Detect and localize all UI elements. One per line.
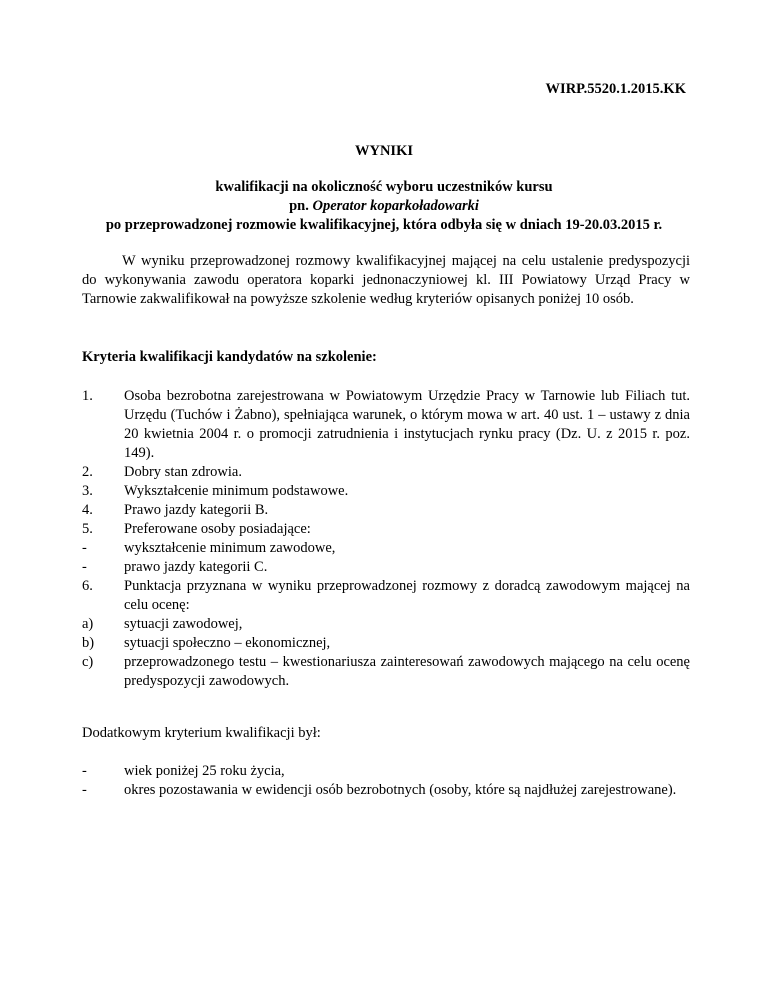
criteria-text: sytuacji zawodowej, [124, 616, 243, 632]
criteria-text: Osoba bezrobotna zarejestrowana w Powiatowym Urzędzie Pracy w Tarnowie lub Filiach tut. Urzędu (Tuchów i Żabno), spełniająca warunek, o którym mowa w art. 40 ust. 1 – ustawy z dnia 20 kwietnia 2004 r. o promocji zatrudnienia i instytucjach rynku pracy (Dz. U. z 2015 r. poz. 149). [124, 388, 690, 461]
criteria-text: Dobry stan zdrowia. [124, 464, 242, 480]
criteria-item [82, 463, 690, 482]
criteria-item [82, 501, 690, 520]
criteria-marker: - [82, 540, 87, 556]
criteria-item [82, 653, 690, 691]
subtitle-line-2 [60, 197, 708, 216]
additional-item [82, 762, 690, 781]
subtitle-course-prefix: pn. [289, 198, 313, 214]
criteria-text: Wykształcenie minimum podstawowe. [124, 483, 349, 499]
criteria-marker: 1. [82, 388, 93, 404]
course-name: Operator koparkoładowarki [312, 198, 479, 214]
criteria-item [82, 539, 690, 558]
criteria-item [82, 520, 690, 539]
criteria-item [82, 615, 690, 634]
additional-marker: - [82, 763, 87, 779]
additional-criterion-heading: Dodatkowym kryterium kwalifikacji był: [82, 725, 321, 741]
additional-criteria-list [82, 762, 690, 800]
criteria-text: prawo jazdy kategorii C. [124, 559, 268, 575]
criteria-item [82, 558, 690, 577]
criteria-marker: b) [82, 635, 95, 651]
additional-item [82, 781, 690, 800]
document-reference-number: WIRP.5520.1.2015.KK [545, 81, 686, 97]
criteria-item [82, 634, 690, 653]
criteria-marker: c) [82, 654, 94, 670]
criteria-marker: 4. [82, 502, 93, 518]
criteria-marker: 2. [82, 464, 93, 480]
additional-marker: - [82, 782, 87, 798]
criteria-marker: 3. [82, 483, 93, 499]
criteria-item [82, 482, 690, 501]
criteria-text: sytuacji społeczno – ekonomicznej, [124, 635, 331, 651]
document-title: WYNIKI [354, 143, 413, 159]
criteria-heading: Kryteria kwalifikacji kandydatów na szkolenie: [82, 349, 377, 365]
additional-text: wiek poniżej 25 roku życia, [124, 763, 285, 779]
intro-paragraph: W wyniku przeprowadzonej rozmowy kwalifikacyjnej mającej na celu ustalenie predyspozycji do wykonywania zawodu operatora koparki jednonaczyniowej kl. III Powiatowy Urząd Pracy w Tarnowie zakwalifikował na powyższe szkolenie według kryteriów opisanych poniżej 10 osób. [82, 253, 690, 307]
criteria-list [82, 387, 690, 691]
criteria-marker: 5. [82, 521, 93, 537]
criteria-text: Prawo jazdy kategorii B. [124, 502, 269, 518]
criteria-marker: a) [82, 616, 94, 632]
criteria-text: Punktacja przyznana w wyniku przeprowadzonej rozmowy z doradcą zawodowym mającej na celu ocenę: [124, 578, 690, 613]
document-subtitle [60, 178, 708, 235]
criteria-text: wykształcenie minimum zawodowe, [124, 540, 336, 556]
criteria-text: przeprowadzonego testu – kwestionariusza zainteresowań zawodowych mającego na celu ocenę predyspozycji zawodowych. [124, 654, 690, 689]
subtitle-line-1: kwalifikacji na okoliczność wyboru uczestników kursu [215, 179, 553, 195]
additional-text: okres pozostawania w ewidencji osób bezrobotnych (osoby, które są najdłużej zarejestrowane). [124, 782, 677, 798]
criteria-item [82, 387, 690, 463]
criteria-text: Preferowane osoby posiadające: [124, 521, 311, 537]
criteria-item [82, 577, 690, 615]
criteria-marker: 6. [82, 578, 93, 594]
criteria-marker: - [82, 559, 87, 575]
subtitle-line-3: po przeprowadzonej rozmowie kwalifikacyjnej, która odbyła się w dniach 19-20.03.2015 r. [105, 217, 663, 233]
